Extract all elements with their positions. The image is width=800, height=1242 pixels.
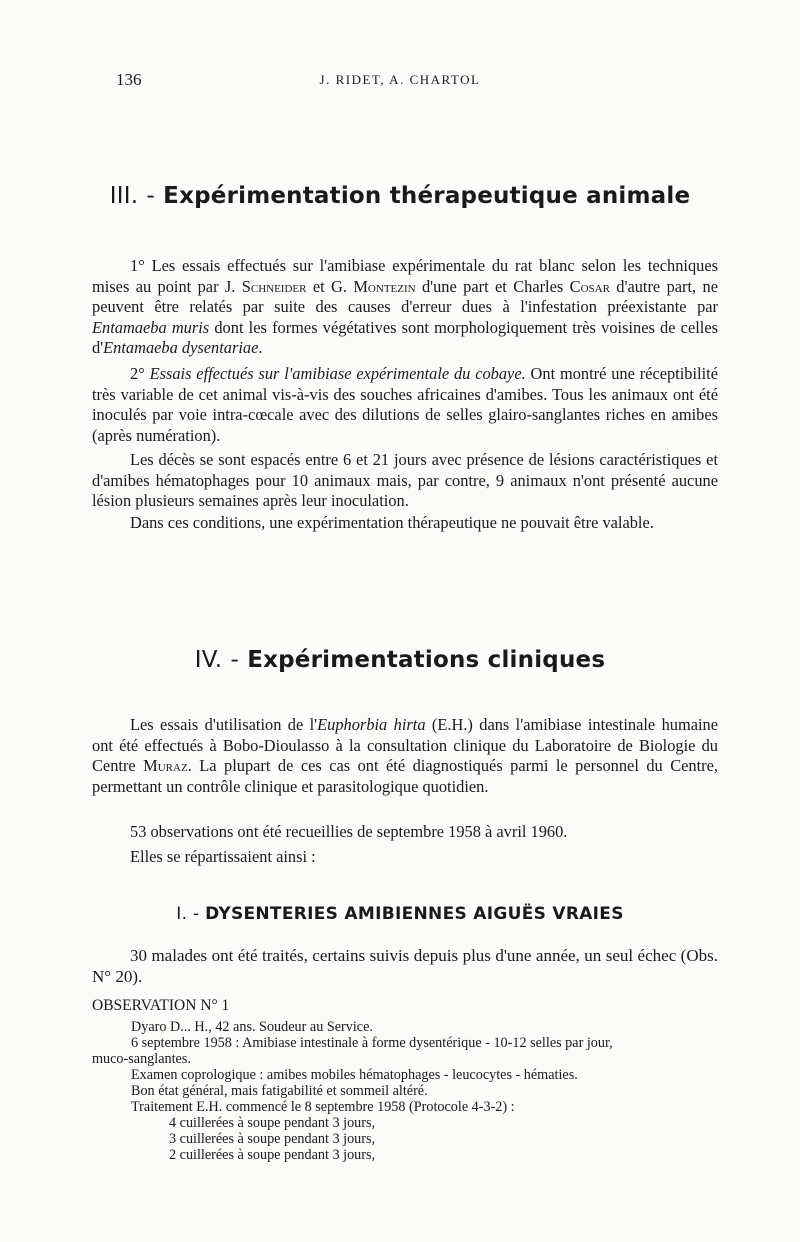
text-run: Elles se répartissaient ainsi : [130,847,316,866]
text-run: Ont montré une réceptibilité très variable de cet animal vis-à-vis des souches africaines d'amibes. Tous les animaux ont été inoculés par voie intra-cœcale avec des dilutions de selles glairo-sanglantes riches en amibes (après numération). [92,364,718,445]
observation-title: OBSERVATION N° 1 [92,997,230,1014]
author-name: Cosar [569,276,610,296]
species-name: Entamaeba dysentariae [103,338,259,358]
section-4-paragraph-3 [92,847,718,868]
page-number: 136 [116,70,142,89]
observation-line-patient: Dyaro D... H., 42 ans. Soudeur au Service. [131,1019,373,1035]
text-run: 53 observations ont été recueillies de septembre 1958 à avril 1960. [130,822,568,841]
section-4-dash: - [230,647,239,673]
text-run: (E.H.) dans l'amibiase intestinale humaine ont été effectués à Bobo-Dioulasso à la consultation clinique du Laboratoire de Biologie du Centre [92,715,719,776]
dose-line: 4 cuillerées à soupe pendant 3 jours, [169,1115,376,1131]
dose-line: 3 cuillerées à soupe pendant 3 jours, [169,1131,376,1147]
text-run: dont les formes végétatives sont morphologiquement très voisines de celles d' [92,317,718,358]
species-name: Euphorbia hirta [317,715,426,734]
text-run: d'une part et Charles [415,276,570,296]
text-run: Dans ces conditions, une expérimentation thérapeutique ne pouvait être valable. [130,513,654,532]
text-run: Les essais d'utilisation de l' [130,715,318,734]
section-4-title: Expérimentations cliniques [247,647,606,673]
section-3-number: III. [109,183,139,209]
section-3-paragraph-3 [92,450,718,512]
subsection-1-title: DYSENTERIES AMIBIENNES AIGUËS VRAIES [205,904,624,924]
text-run: d'autre part, ne peuvent être relatés par suite des causes d'erreur dues à l'infestation préexistante par [92,276,718,317]
species-name: Entamaeba muris [92,317,210,337]
centre-name: Muraz [143,756,188,776]
subsection-1-heading [0,904,800,924]
dose-line: 2 cuillerées à soupe pendant 3 jours, [169,1147,376,1163]
text-run: . La plupart de ces cas ont été diagnostiqués parmi le personnel du Centre, permettant un contrôle clinique et parasitologique quotidien. [92,756,718,796]
section-3-paragraph-1 [92,256,718,359]
section-4-heading [0,647,800,673]
running-head: J. RIDET, A. CHARTOL [319,72,481,87]
text-run: . [258,338,263,358]
observation-line-state: Bon état général, mais fatigabilité et sommeil altéré. [131,1083,428,1099]
author-name: Montezin [353,276,416,296]
observation-line-exam: Examen coprologique : amibes mobiles hématophages - leucocytes - hématies. [131,1067,578,1083]
text-run: 2° [130,364,150,383]
section-4-paragraph-1 [92,715,718,797]
text-run: Les décès se sont espacés entre 6 et 21 jours avec présence de lésions caractéristiques et d'amibes hématophages pour 10 animaux mais, par contre, 9 animaux n'ont présenté aucune lésion plusieurs semaines après leur inoculation. [92,450,718,511]
subsection-1-paragraph [92,945,718,987]
text-run: 1° Les essais effectués sur l'amibiase expérimentale du rat blanc selon les techniques mises au point par J. [92,256,718,296]
section-3-dash: - [146,183,155,209]
section-3-heading [0,183,800,209]
section-3-paragraph-2 [92,364,718,446]
observation-line-treatment: Traitement E.H. commencé le 8 septembre 1958 (Protocole 4-3-2) : [131,1099,515,1115]
subsection-1-dash: - [193,904,200,924]
subsection-1-number: I. [176,904,188,924]
section-4-number: IV. [194,647,223,673]
italic-heading: Essais effectués sur l'amibiase expérimentale du cobaye. [149,364,526,383]
observation-line-diagnosis-cont: muco-sanglantes. [92,1051,191,1067]
text-run: 30 malades ont été traités, certains suivis depuis plus d'une année, un seul échec (Obs. N° 20). [92,946,718,986]
observation-line-diagnosis: 6 septembre 1958 : Amibiase intestinale à forme dysentérique - 10-12 selles par jour, [131,1035,613,1051]
text-run: et G. [306,276,354,296]
author-name: Schneider [241,276,307,296]
section-3-paragraph-4 [92,513,718,534]
section-3-title: Expérimentation thérapeutique animale [163,183,691,209]
section-4-paragraph-2 [92,822,718,843]
